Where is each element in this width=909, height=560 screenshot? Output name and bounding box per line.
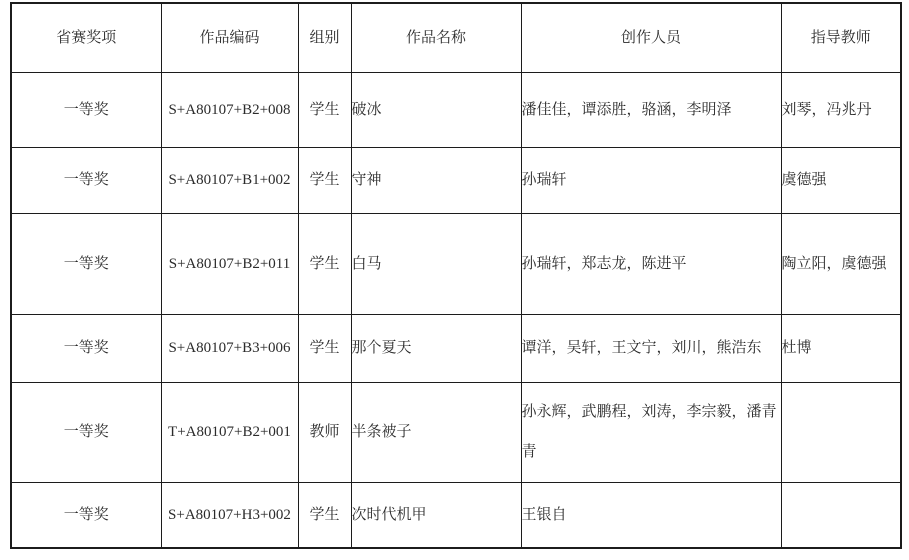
cell-advisors — [781, 382, 901, 482]
cell-creators: 孙瑞轩，郑志龙，陈进平 — [521, 213, 781, 314]
table-row — [11, 147, 901, 213]
cell-advisors — [781, 482, 901, 548]
cell-award: 一等奖 — [11, 482, 161, 548]
table-row — [11, 482, 901, 548]
cell-group: 教师 — [298, 382, 351, 482]
cell-creators: 谭洋，吴轩，王文宁，刘川，熊浩东 — [521, 314, 781, 382]
cell-award: 一等奖 — [11, 382, 161, 482]
cell-code: S+A80107+B1+002 — [161, 147, 298, 213]
cell-group: 学生 — [298, 213, 351, 314]
cell-code: S+A80107+B3+006 — [161, 314, 298, 382]
cell-code: S+A80107+H3+002 — [161, 482, 298, 548]
column-header-group: 组别 — [298, 3, 351, 72]
column-header-creators: 创作人员 — [521, 3, 781, 72]
cell-advisors: 虞德强 — [781, 147, 901, 213]
cell-work-name: 次时代机甲 — [351, 482, 521, 548]
cell-advisors: 刘琴，冯兆丹 — [781, 72, 901, 147]
column-header-code: 作品编码 — [161, 3, 298, 72]
cell-work-name: 破冰 — [351, 72, 521, 147]
cell-work-name: 白马 — [351, 213, 521, 314]
cell-code: T+A80107+B2+001 — [161, 382, 298, 482]
table-row — [11, 314, 901, 382]
cell-group: 学生 — [298, 72, 351, 147]
cell-work-name: 守神 — [351, 147, 521, 213]
cell-award: 一等奖 — [11, 72, 161, 147]
header-row — [11, 3, 901, 72]
cell-work-name: 半条被子 — [351, 382, 521, 482]
cell-creators: 王银自 — [521, 482, 781, 548]
table-row — [11, 382, 901, 482]
column-header-award: 省赛奖项 — [11, 3, 161, 72]
cell-advisors: 杜博 — [781, 314, 901, 382]
cell-work-name: 那个夏天 — [351, 314, 521, 382]
table-row — [11, 213, 901, 314]
awards-table — [10, 2, 902, 549]
cell-code: S+A80107+B2+011 — [161, 213, 298, 314]
cell-code: S+A80107+B2+008 — [161, 72, 298, 147]
column-header-advisors: 指导教师 — [781, 3, 901, 72]
table-row — [11, 72, 901, 147]
cell-award: 一等奖 — [11, 314, 161, 382]
cell-group: 学生 — [298, 482, 351, 548]
cell-creators: 潘佳佳，谭添胜，骆涵，李明泽 — [521, 72, 781, 147]
cell-advisors: 陶立阳，虞德强 — [781, 213, 901, 314]
column-header-work-name: 作品名称 — [351, 3, 521, 72]
cell-creators: 孙永辉，武鹏程，刘涛，李宗毅，潘青青 — [521, 382, 781, 482]
cell-award: 一等奖 — [11, 147, 161, 213]
cell-award: 一等奖 — [11, 213, 161, 314]
cell-creators: 孙瑞轩 — [521, 147, 781, 213]
cell-group: 学生 — [298, 314, 351, 382]
cell-group: 学生 — [298, 147, 351, 213]
